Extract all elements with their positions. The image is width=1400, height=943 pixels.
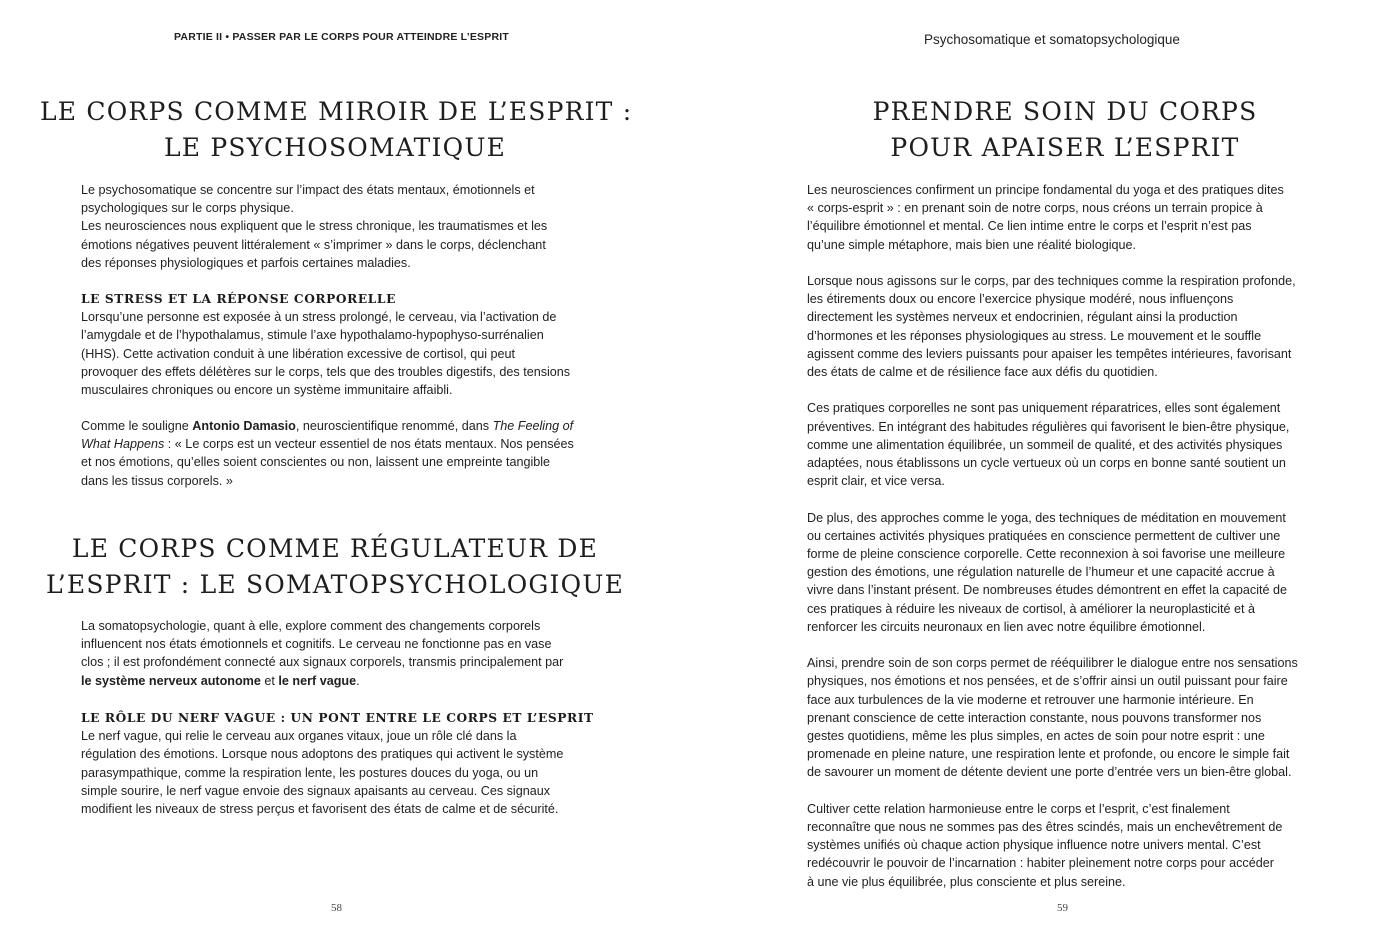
text-run: Comme le souligne [81,419,193,433]
text-line: agissent comme des leviers puissants pour apaiser les tempêtes intérieures, favorisant [807,346,1292,361]
text-line: influencent nos états émotionnels et cognitifs. Le cerveau ne fonctionne pas en vase [81,637,552,652]
title-line: L’ESPRIT : LE SOMATOPSYCHOLOGIQUE [45,570,625,599]
text-line: gestes quotidiens, même les plus simples, en actes de soin pour notre esprit : une [807,729,1265,744]
book-title: What Happens [81,437,165,452]
text-line: Le nerf vague, qui relie le cerveau aux organes vitaux, joue un rôle clé dans la [81,729,517,744]
text-line: Ainsi, prendre soin de son corps permet de rééquilibrer le dialogue entre nos sensations [807,656,1298,671]
text-line: modifient les niveaux de stress perçus et favorisent des états de calme et de sécurité. [81,802,559,817]
text-line [81,435,574,453]
title-line: LE CORPS COMME RÉGULATEUR DE [71,534,599,563]
text-line: esprit clair, et vice versa. [807,474,945,489]
key-term: le système nerveux autonome [81,673,261,688]
text-line: dans les tissus corporels. » [81,473,233,488]
text-line: Le psychosomatique se concentre sur l’impact des états mentaux, émotionnels et [81,183,535,197]
text-line: Les neurosciences confirment un principe fondamental du yoga et des pratiques dites [807,183,1284,197]
text-line: adaptées, nous établissons un cycle vertueux où un corps en bonne santé soutient un [807,456,1286,471]
text-line: parasympathique, comme la respiration lente, les postures douces du yoga, ou un [81,765,539,780]
page-number: 59 [1057,902,1068,914]
somatopsychologie-intro [81,617,563,690]
text-line: face aux turbulences de la vie moderne et retrouver une harmonie intérieure. En [807,692,1254,707]
author-name: Antonio Damasio [192,419,296,433]
text-line: l’amygdale et de l’hypothalamus, stimule l’axe hypothalamo-hypophyso-surrénalien [81,328,544,343]
text-run: et [260,673,279,688]
title-line: LE CORPS COMME MIROIR DE L’ESPRIT : [40,97,633,126]
text-line: comme une alimentation équilibrée, un sommeil de qualité, et des activités physiques [807,437,1283,452]
text-line: psychologiques sur le corps physique. [81,201,294,216]
section-title-somatopsychologique [40,531,630,603]
subheading-nerf-vague: LE RÔLE DU NERF VAGUE : UN PONT ENTRE LE CORPS ET L’ESPRIT [81,711,594,725]
text-line: provoquer des effets délétères sur le corps, tels que des troubles digestifs, des tensions [81,364,571,379]
text-line: vivre dans l’instant présent. De nombreuses études démontrent en effet la capacité de [807,583,1288,598]
text-line [81,417,574,435]
text-line: reconnaître que nous ne sommes pas des êtres scindés, mais un enchevêtrement de [807,820,1283,835]
title-line: POUR APAISER L’ESPRIT [890,133,1240,162]
subheading-stress: LE STRESS ET LA RÉPONSE CORPORELLE [81,292,396,306]
text-line: émotions négatives peuvent littéralement « s’imprimer » dans le corps, déclenchant [81,237,546,252]
running-head: PARTIE II • PASSER PAR LE CORPS POUR ATTEINDRE L’ESPRIT [174,31,509,43]
text-line: physiques, nos émotions et nos pensées, et de s’offrir ainsi un outil puissant pour faire [807,674,1288,689]
text-line [81,672,563,690]
text-line: ou certaines activités physiques pratiquées en conscience permettent de cultiver une [807,528,1281,543]
key-term: le nerf vague [278,673,357,688]
running-head: Psychosomatique et somatopsychologique [924,32,1180,47]
text-line: de savourer un moment de détente devient une porte d’entrée vers un bien-être global. [807,765,1292,780]
title-line: PRENDRE SOIN DU CORPS [872,97,1258,126]
text-line: (HHS). Cette activation conduit à une libération excessive de cortisol, qui peut [81,346,516,361]
text-line: redécouvrir le pouvoir de l’incarnation : habiter pleinement notre corps pour accéder [807,856,1274,871]
text-line: Lorsque nous agissons sur le corps, par des techniques comme la respiration profonde, [807,274,1296,288]
page-number: 58 [331,902,342,914]
text-run: . [356,673,360,688]
text-line: d’hormones et les réponses physiologiques au stress. Le mouvement et le souffle [807,328,1262,343]
section-title-prendre-soin [765,94,1365,166]
psychosomatique-intro [81,181,547,272]
section-title-psychosomatique [40,94,633,166]
text-line: musculaires chroniques ou encore un système immunitaire affaibli. [81,383,453,398]
text-line: directement les systèmes nerveux et endocrinien, régulant ainsi la production [807,310,1238,325]
text-line: des états de calme et de résilience face aux défis du quotidien. [807,365,1158,380]
text-line: des réponses physiologiques et parfois certaines maladies. [81,255,411,270]
title-line: LE PSYCHOSOMATIQUE [163,133,507,162]
text-line: l’équilibre émotionnel et mental. Ce lien intime entre le corps et l’esprit n’est pas [807,219,1252,234]
text-line: simple sourire, le nerf vague envoie des signaux apaisants au cerveau. Ces signaux [81,783,551,798]
text-line: Cultiver cette relation harmonieuse entre le corps et l’esprit, c’est finalement [807,801,1230,816]
text-run: : « Le corps est un vecteur essentiel de nos états mentaux. Nos pensées [164,437,574,452]
text-line: gestion des émotions, une régulation naturelle de l’humeur et une capacité accrue à [807,565,1275,580]
text-line: Les neurosciences nous expliquent que le stress chronique, les traumatismes et les [81,219,548,234]
stress-section [81,290,570,399]
text-line: De plus, des approches comme le yoga, des techniques de méditation en mouvement [807,510,1286,525]
text-line: « corps-esprit » : en prenant soin de notre corps, nous créons un terrain propice à [807,201,1263,216]
text-line: qu’une simple métaphore, mais bien une réalité biologique. [807,237,1137,252]
text-line: forme de pleine conscience corporelle. Cette reconnexion à soi favorise une meilleure [807,547,1286,562]
text-line: Lorsqu’une personne est exposée à un stress prolongé, le cerveau, via l’activation de [81,310,557,325]
text-run: , neuroscientifique renommé, dans [295,419,493,433]
text-line: et nos émotions, qu’elles soient conscientes ou non, laissent une empreinte tangible [81,455,551,470]
prendre-soin-body [807,181,1298,891]
text-line: prenant conscience de cette interaction constante, nous pouvons transformer nos [807,710,1262,725]
text-line: Ces pratiques corporelles ne sont pas uniquement réparatrices, elles sont également [807,401,1281,416]
text-line: promenade en pleine nature, une respiration lente et profonde, ou encore le simple fait [807,747,1290,762]
text-line: renforcer les circuits neuronaux en lien avec notre équilibre émotionnel. [807,619,1206,634]
text-line: à une vie plus équilibrée, plus consciente et plus sereine. [807,874,1126,889]
nerf-vague-section [81,709,594,818]
text-line: ces pratiques à réduire les niveaux de cortisol, à améliorer la neuroplasticité et à [807,601,1256,616]
text-line: La somatopsychologie, quant à elle, explore comment des changements corporels [81,619,541,633]
text-line: préventives. En intégrant des habitudes régulières qui favorisent le bien-être physique, [807,419,1290,434]
book-title: The Feeling of [492,419,574,433]
text-line: régulation des émotions. Lorsque nous adoptons des pratiques qui activent le système [81,747,564,762]
text-line: clos ; il est profondément connecté aux signaux corporels, transmis principalement par [81,655,564,670]
text-line: les étirements doux ou encore l’exercice physique modéré, nous influençons [807,292,1234,307]
damasio-quote [81,417,574,490]
text-line: systèmes unifiés où chaque action physique influence notre univers mental. C’est [807,838,1261,853]
